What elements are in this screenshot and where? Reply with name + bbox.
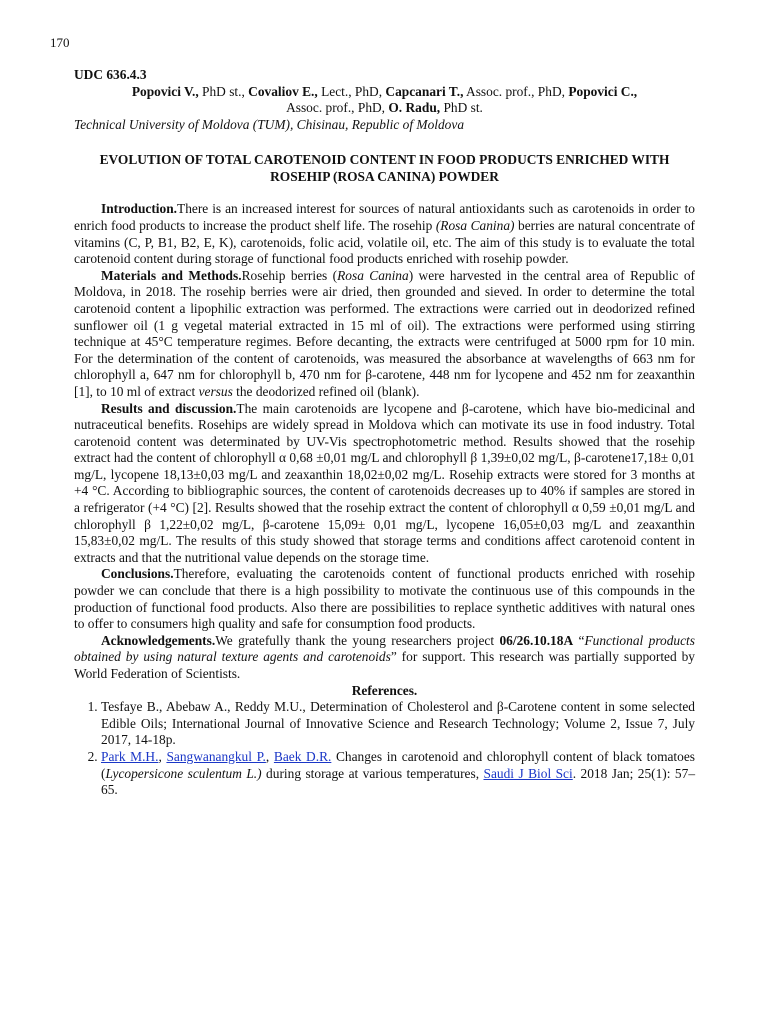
author-name: Popovici C., — [568, 83, 638, 99]
paragraph-text: We gratefully thank the young researchers project — [215, 632, 500, 648]
introduction-paragraph — [74, 201, 695, 267]
udc-code: UDC 636.4.3 — [74, 67, 147, 82]
results-paragraph — [74, 401, 695, 567]
italic-text: versus — [198, 383, 233, 399]
italic-text: (Rosa Canina) — [435, 217, 515, 233]
author-name: Popovici V., — [131, 83, 199, 99]
author-name: O. Radu, — [388, 100, 441, 116]
paper-title: EVOLUTION OF TOTAL CAROTENOID CONTENT IN FOOD PRODUCTS ENRICHED WITH ROSEHIP (ROSA CANINA) POWDER — [99, 152, 670, 185]
separator: , — [158, 748, 167, 764]
author-role: Assoc. prof., PhD, — [286, 100, 389, 116]
page-number: 170 — [50, 35, 70, 50]
author-link[interactable]: Baek D.R. — [273, 748, 332, 764]
paragraph-text: Rosehip berries ( — [241, 267, 338, 283]
author-role: PhD st., — [198, 83, 249, 99]
author-role: PhD st. — [440, 100, 483, 116]
project-title: Functional products obtained by using natural texture agents and carotenoids — [74, 632, 695, 665]
references-heading: References. — [351, 682, 418, 698]
section-heading: Introduction. — [101, 201, 178, 217]
paragraph-text: berries are natural concentrate of vitamins (C, P, B1, B2, E, K), carotenoids, folic acid, volatile oil, etc. The aim of this study is to evaluate the total carotenoid content during storage of functional food products enriched with rosehip powder. — [74, 217, 695, 267]
author-link[interactable]: Sangwanangkul P. — [166, 748, 266, 764]
paragraph-text: ) were harvested in the central area of Republic of Moldova, in 2018. The rosehip berries were air dried, then grounded and sieved. In order to determine the total carotenoid content a lipophilic extraction was performed. The extractions were carried out in deodorized refined sunflower oil (1 g vegetal material extracted in 15 ml of oil). The extractions were performed using stirring technique at 45°C temperature regimes. Before decanting, the extracts were centrifuged at 5000 rpm for 10 min. For the determination of the content of carotenoids, was measured the absorbance at wavelengths of 663 nm for chlorophyll a, 647 nm for chlorophyll b, 470 nm for β-carotene, 448 nm for lycopene and 452 nm for zeaxanthin [1], to 10 ml of extract — [74, 267, 695, 399]
reference-item — [101, 699, 695, 749]
paragraph-text: ” for support. This research was partially supported by World Federation of Scientists. — [74, 649, 696, 681]
reference-item — [101, 749, 695, 799]
section-heading: Results and discussion. — [101, 400, 237, 416]
author-name: Covaliov E., — [248, 83, 318, 99]
italic-text: Rosa Canina — [337, 267, 409, 283]
author-link[interactable]: Park M.H. — [101, 748, 159, 764]
reference-text: . 2018 Jan; 25(1): 57–65. — [101, 765, 696, 798]
paragraph-text: The main carotenoids are lycopene and β-carotene, which have bio-medicinal and nutraceutical benefits. Rosehips are widely spread in Moldova which can motivate its use in food industry. Total carotenoid content was determinated by UV-Vis spectrophotometric method. Results showed that the rosehip extract had the content of chlorophyll α 0,68 ±0,01 mg/L and chlorophyll β 1,39±0,02 mg/L, β-carotene17,18± 0,01 mg/L, lycopene 18,13±0,03 mg/L and zeaxanthin 18,02±0,02 mg/L. Rosehip extracts were stored for 3 months at +4 °C. According to bibliographic sources, the content of carotenoids decreases up to 40% if samples are stored in a refrigerator (+4 °C) [2]. Results showed that the rosehip extract the content of chlorophyll α 0,59 ±0,01 mg/L and chlorophyll β 1,22±0,02 mg/L, β-carotene 15,09± 0,01 mg/L, lycopene 16,05±0,03 mg/L and zeaxanthin 15,83±0,02 mg/L. The results of this study showed that storage terms and conditions affect carotenoid content in extracts and that the nutritional value depends on the storage time. — [74, 400, 695, 565]
project-code: 06/26.10.18A — [499, 632, 574, 648]
paragraph-text: the deodorized refined oil (blank). — [232, 383, 420, 399]
paragraph-text: Therefore, evaluating the carotenoids content of functional products enriched with rosehip powder we can conclude that there is a high possibility to motivate the continuous use of this compounds in the production of functional food products. Also there are possibilities to replace synthetic additives with natural ones to offer to consumers high quality and safe for consumption food products. — [74, 566, 695, 632]
acknowledgements-paragraph — [74, 633, 695, 683]
author-name: Capcanari T., — [385, 83, 464, 99]
journal-link[interactable]: Saudi J Biol Sci — [483, 765, 573, 781]
affiliation: Technical University of Moldova (TUM), Chisinau, Republic of Moldova — [74, 116, 465, 132]
author-role: Lect., PhD, — [317, 83, 386, 99]
author-role: Assoc. prof., PhD, — [463, 83, 569, 99]
reference-text: Changes in carotenoid and chlorophyll content of black tomatoes ( — [101, 748, 695, 781]
separator: , — [265, 748, 274, 764]
article — [74, 67, 695, 799]
methods-paragraph — [74, 268, 695, 401]
paragraph-text: “ — [573, 632, 585, 648]
reference-text: Tesfaye B., Abebaw A., Reddy M.U., Determination of Cholesterol and β-Carotene content in some selected Edible Oils; International Journal of Innovative Science and Research Technology; Volume 2, Issue 7, July 2017, 14-18p. — [101, 699, 695, 748]
italic-text: Lycopersicone sculentum L.) — [105, 765, 262, 781]
section-heading: Conclusions. — [101, 566, 174, 582]
section-heading: Acknowledgements. — [101, 632, 216, 648]
conclusions-paragraph — [74, 566, 695, 632]
author-list — [74, 84, 695, 117]
section-heading: Materials and Methods. — [101, 267, 242, 283]
reference-list — [74, 699, 695, 799]
paragraph-text: There is an increased interest for sources of natural antioxidants such as carotenoids in order to enrich food products to increase the product shelf life. The rosehip — [74, 201, 695, 233]
reference-text: during storage at various temperatures, — [261, 765, 484, 781]
